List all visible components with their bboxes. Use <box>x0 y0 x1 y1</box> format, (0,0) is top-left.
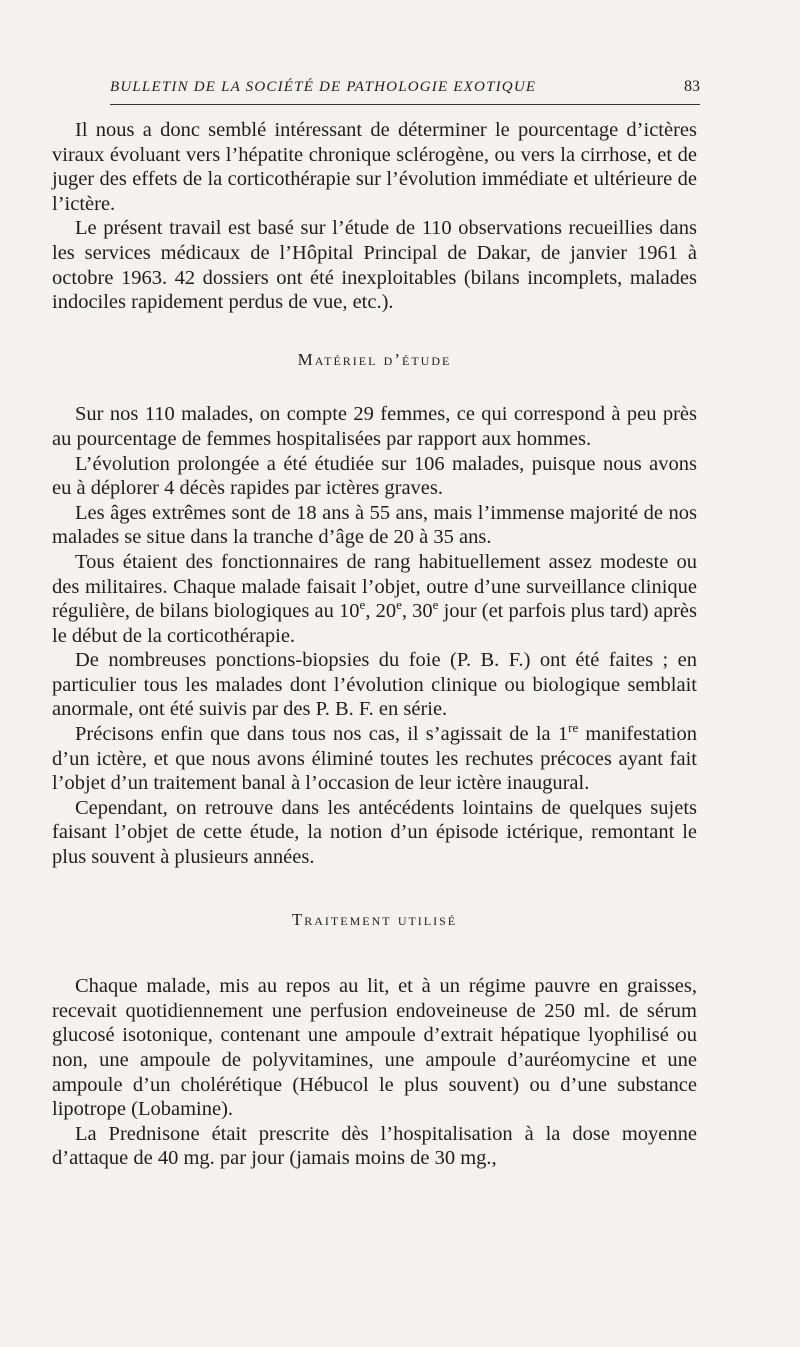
body-text <box>52 118 697 1171</box>
section-heading-materiel: Matériel d’étude <box>297 349 452 369</box>
paragraph: Précisons enfin que dans tous nos cas, il s’agissait de la 1re manifestation d’un ictère, et que nous avons éliminé toutes les rechutes précoces ayant fait l’objet d’un traitement banal à l’occasion de leur ictère inaugural. <box>52 720 697 795</box>
running-title: BULLETIN DE LA SOCIÉTÉ DE PATHOLOGIE EXOTIQUE <box>110 79 537 95</box>
paragraph: La Prednisone était prescrite dès l’hospitalisation à la dose moyenne d’attaque de 40 mg. par jour (jamais moins de 30 mg., <box>52 1122 697 1170</box>
intro-paragraph-1: Il nous a donc semblé intéressant de déterminer le pourcentage d’ictères viraux évoluant vers l’hépatite chronique sclérogène, ou vers la cirrhose, et de juger des effets de la corticothérapie sur l’évolution immédiate et ultérieure de l’ictère. <box>52 119 697 215</box>
section-heading-traitement: Traitement utilisé <box>291 909 458 929</box>
paragraph: Cependant, on retrouve dans les antécédents lointains de quelques sujets faisant l’objet de cette étude, la notion d’un épisode ictérique, remontant le plus souvent à plusieurs années. <box>52 796 697 869</box>
paragraph: De nombreuses ponctions-biopsies du foie (P. B. F.) ont été faites ; en particulier tous les malades dont l’évolution clinique ou biologique semblait anormale, ont été suivis par des P. B. F. en série. <box>52 649 697 721</box>
intro-paragraph-2: Le présent travail est basé sur l’étude de 110 observations recueillies dans les services médicaux de l’Hôpital Principal de Dakar, de janvier 1961 à octobre 1963. 42 dossiers ont été inexploitables (bilans incomplets, malades indociles rapidement perdus de vue, etc.). <box>52 217 697 314</box>
header-rule <box>110 104 700 105</box>
paragraph: Chaque malade, mis au repos au lit, et à un régime pauvre en graisses, recevait quotidiennement une perfusion endoveineuse de 250 ml. de sérum glucosé isotonique, contenant une ampoule d’extrait hépatique lyophilisé ou non, une ampoule de polyvitamines, une ampoule d’auréomycine et une ampoule d’un cholérétique (Hébucol le plus souvent) ou d’une substance lipotrope (Lobamine). <box>52 975 697 1121</box>
paragraph: Les âges extrêmes sont de 18 ans à 55 ans, mais l’immense majorité de nos malades se situe dans la tranche d’âge de 20 à 35 ans. <box>52 501 697 549</box>
page-number: 83 <box>684 78 700 95</box>
paragraph: L’évolution prolongée a été étudiée sur 106 malades, puisque nous avons eu à déplorer 4 décès rapides par ictères graves. <box>52 452 697 500</box>
paragraph: Tous étaient des fonctionnaires de rang habituellement assez modeste ou des militaires. Chaque malade faisait l’objet, outre d’une surveillance clinique régulière, de bilans biologiques au 10e, 20e, 30e jour (et parfois plus tard) après le début de la corticothérapie. <box>52 550 698 647</box>
running-header <box>110 78 700 96</box>
paragraph: Sur nos 110 malades, on compte 29 femmes, ce qui correspond à peu près au pourcentage de femmes hospitalisées par rapport aux hommes. <box>52 403 697 450</box>
